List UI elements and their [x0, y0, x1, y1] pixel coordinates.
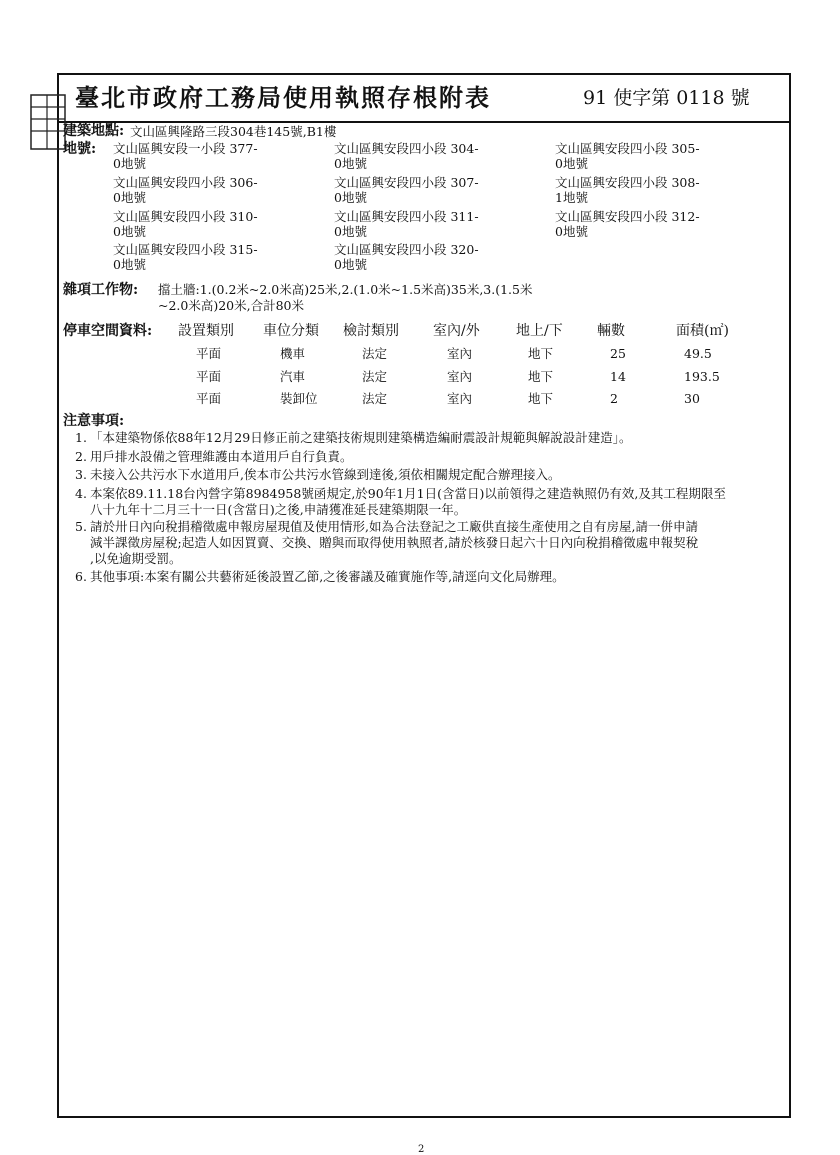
- note-number: 6.: [75, 569, 87, 584]
- lot-line-2: 0地號: [113, 224, 146, 239]
- lot-line-1: 文山區興安段一小段 377-: [113, 141, 258, 156]
- parking-cell: 裝卸位: [280, 391, 318, 406]
- parking-header: 檢討類別: [343, 323, 399, 339]
- page-number: 2: [418, 1144, 425, 1155]
- note-line: ,以免逾期受罰。: [90, 551, 182, 566]
- lot-line-2: 0地號: [555, 224, 588, 239]
- parking-header: 設置類別: [178, 323, 234, 339]
- parking-cell: 室內: [447, 346, 473, 361]
- lot-line-2: 0地號: [334, 257, 367, 272]
- lot-line-1: 文山區興安段四小段 315-: [113, 242, 258, 257]
- lot-line-2: 0地號: [334, 190, 367, 205]
- site-label: 建築地點:: [63, 123, 125, 139]
- parking-cell: 14: [610, 369, 626, 384]
- page-frame: [57, 73, 791, 1118]
- parking-cell: 平面: [196, 346, 222, 361]
- parking-cell: 地下: [528, 369, 554, 384]
- lot-line-2: 1地號: [555, 190, 588, 205]
- note-line: 八十九年十二月三十一日(含當日)之後,申請獲准延長建築期限一年。: [90, 502, 467, 517]
- permit-number: 91 使字第 0118 號: [583, 87, 750, 109]
- parking-header: 車位分類: [263, 323, 319, 339]
- parking-header: 面積(㎡): [676, 323, 729, 339]
- note-line: 其他事項:本案有關公共藝術延後設置乙節,之後審議及確實施作等,請逕向文化局辦理。: [90, 569, 565, 584]
- misc-line-2: ~2.0米高)20米,合計80米: [158, 298, 305, 313]
- parking-label: 停車空間資料:: [63, 323, 153, 339]
- lot-line-1: 文山區興安段四小段 311-: [334, 209, 479, 224]
- note-number: 3.: [75, 467, 87, 482]
- lot-line-2: 0地號: [334, 224, 367, 239]
- parking-cell: 機車: [280, 346, 306, 361]
- misc-label: 雜項工作物:: [63, 282, 139, 298]
- lot-line-1: 文山區興安段四小段 306-: [113, 175, 258, 190]
- parking-cell: 地下: [528, 391, 554, 406]
- parking-header: 輛數: [597, 323, 625, 339]
- note-line: 減半課徵房屋稅;起造人如因買賣、交換、贈與而取得使用執照者,請於核發日起六十日內向稅捐稽徵處申報契稅: [90, 535, 699, 550]
- note-line: 「本建築物係依88年12月29日修正前之建築技術規則建築構造編耐震設計規範與解說設計建造」。: [90, 430, 632, 445]
- parking-cell: 30: [684, 391, 700, 406]
- lot-line-1: 文山區興安段四小段 312-: [555, 209, 700, 224]
- note-line: 未接入公共污水下水道用戶,俟本市公共污水管線到達後,須依相關規定配合辦理接入。: [90, 467, 561, 482]
- parking-cell: 平面: [196, 369, 222, 384]
- parking-cell: 49.5: [684, 346, 712, 361]
- note-number: 2.: [75, 449, 87, 464]
- parking-header: 地上/下: [516, 323, 563, 339]
- parking-cell: 平面: [196, 391, 222, 406]
- parking-cell: 25: [610, 346, 626, 361]
- parking-cell: 法定: [362, 369, 388, 384]
- lot-line-2: 0地號: [113, 257, 146, 272]
- lot-line-2: 0地號: [113, 190, 146, 205]
- parking-cell: 法定: [362, 391, 388, 406]
- lot-line-1: 文山區興安段四小段 308-: [555, 175, 700, 190]
- lot-line-2: 0地號: [555, 156, 588, 171]
- lot-line-1: 文山區興安段四小段 305-: [555, 141, 700, 156]
- lot-line-1: 文山區興安段四小段 320-: [334, 242, 479, 257]
- lot-line-1: 文山區興安段四小段 304-: [334, 141, 479, 156]
- lot-line-2: 0地號: [113, 156, 146, 171]
- parking-cell: 地下: [528, 346, 554, 361]
- parking-cell: 室內: [447, 391, 473, 406]
- parking-cell: 2: [610, 391, 618, 406]
- note-line: 本案依89.11.18台內營字第8984958號函規定,於90年1月1日(含當日)以前領得之建造執照仍有效,及其工程期限至: [90, 486, 726, 501]
- lots-label: 地號:: [63, 141, 97, 157]
- parking-cell: 汽車: [280, 369, 306, 384]
- site-value: 文山區興隆路三段304巷145號,B1樓: [130, 124, 337, 139]
- notes-label: 注意事項:: [63, 413, 125, 429]
- lot-line-1: 文山區興安段四小段 310-: [113, 209, 258, 224]
- parking-header: 室內/外: [433, 323, 480, 339]
- title-rule: [57, 121, 791, 123]
- parking-cell: 法定: [362, 346, 388, 361]
- page-title: 臺北市政府工務局使用執照存根附表: [75, 83, 491, 112]
- parking-cell: 室內: [447, 369, 473, 384]
- misc-line-1: 擋土牆:1.(0.2米~2.0米高)25米,2.(1.0米~1.5米高)35米,3.(1.5米: [158, 282, 533, 297]
- note-number: 5.: [75, 519, 87, 534]
- lot-line-1: 文山區興安段四小段 307-: [334, 175, 479, 190]
- note-line: 用戶排水設備之管理維護由本道用戶自行負責。: [90, 449, 353, 464]
- note-number: 4.: [75, 486, 87, 501]
- note-number: 1.: [75, 430, 87, 445]
- note-line: 請於卅日內向稅捐稽徵處申報房屋現值及使用情形,如為合法登記之工廠供直接生產使用之自有房屋,請一併申請: [90, 519, 698, 534]
- parking-cell: 193.5: [684, 369, 720, 384]
- lot-line-2: 0地號: [334, 156, 367, 171]
